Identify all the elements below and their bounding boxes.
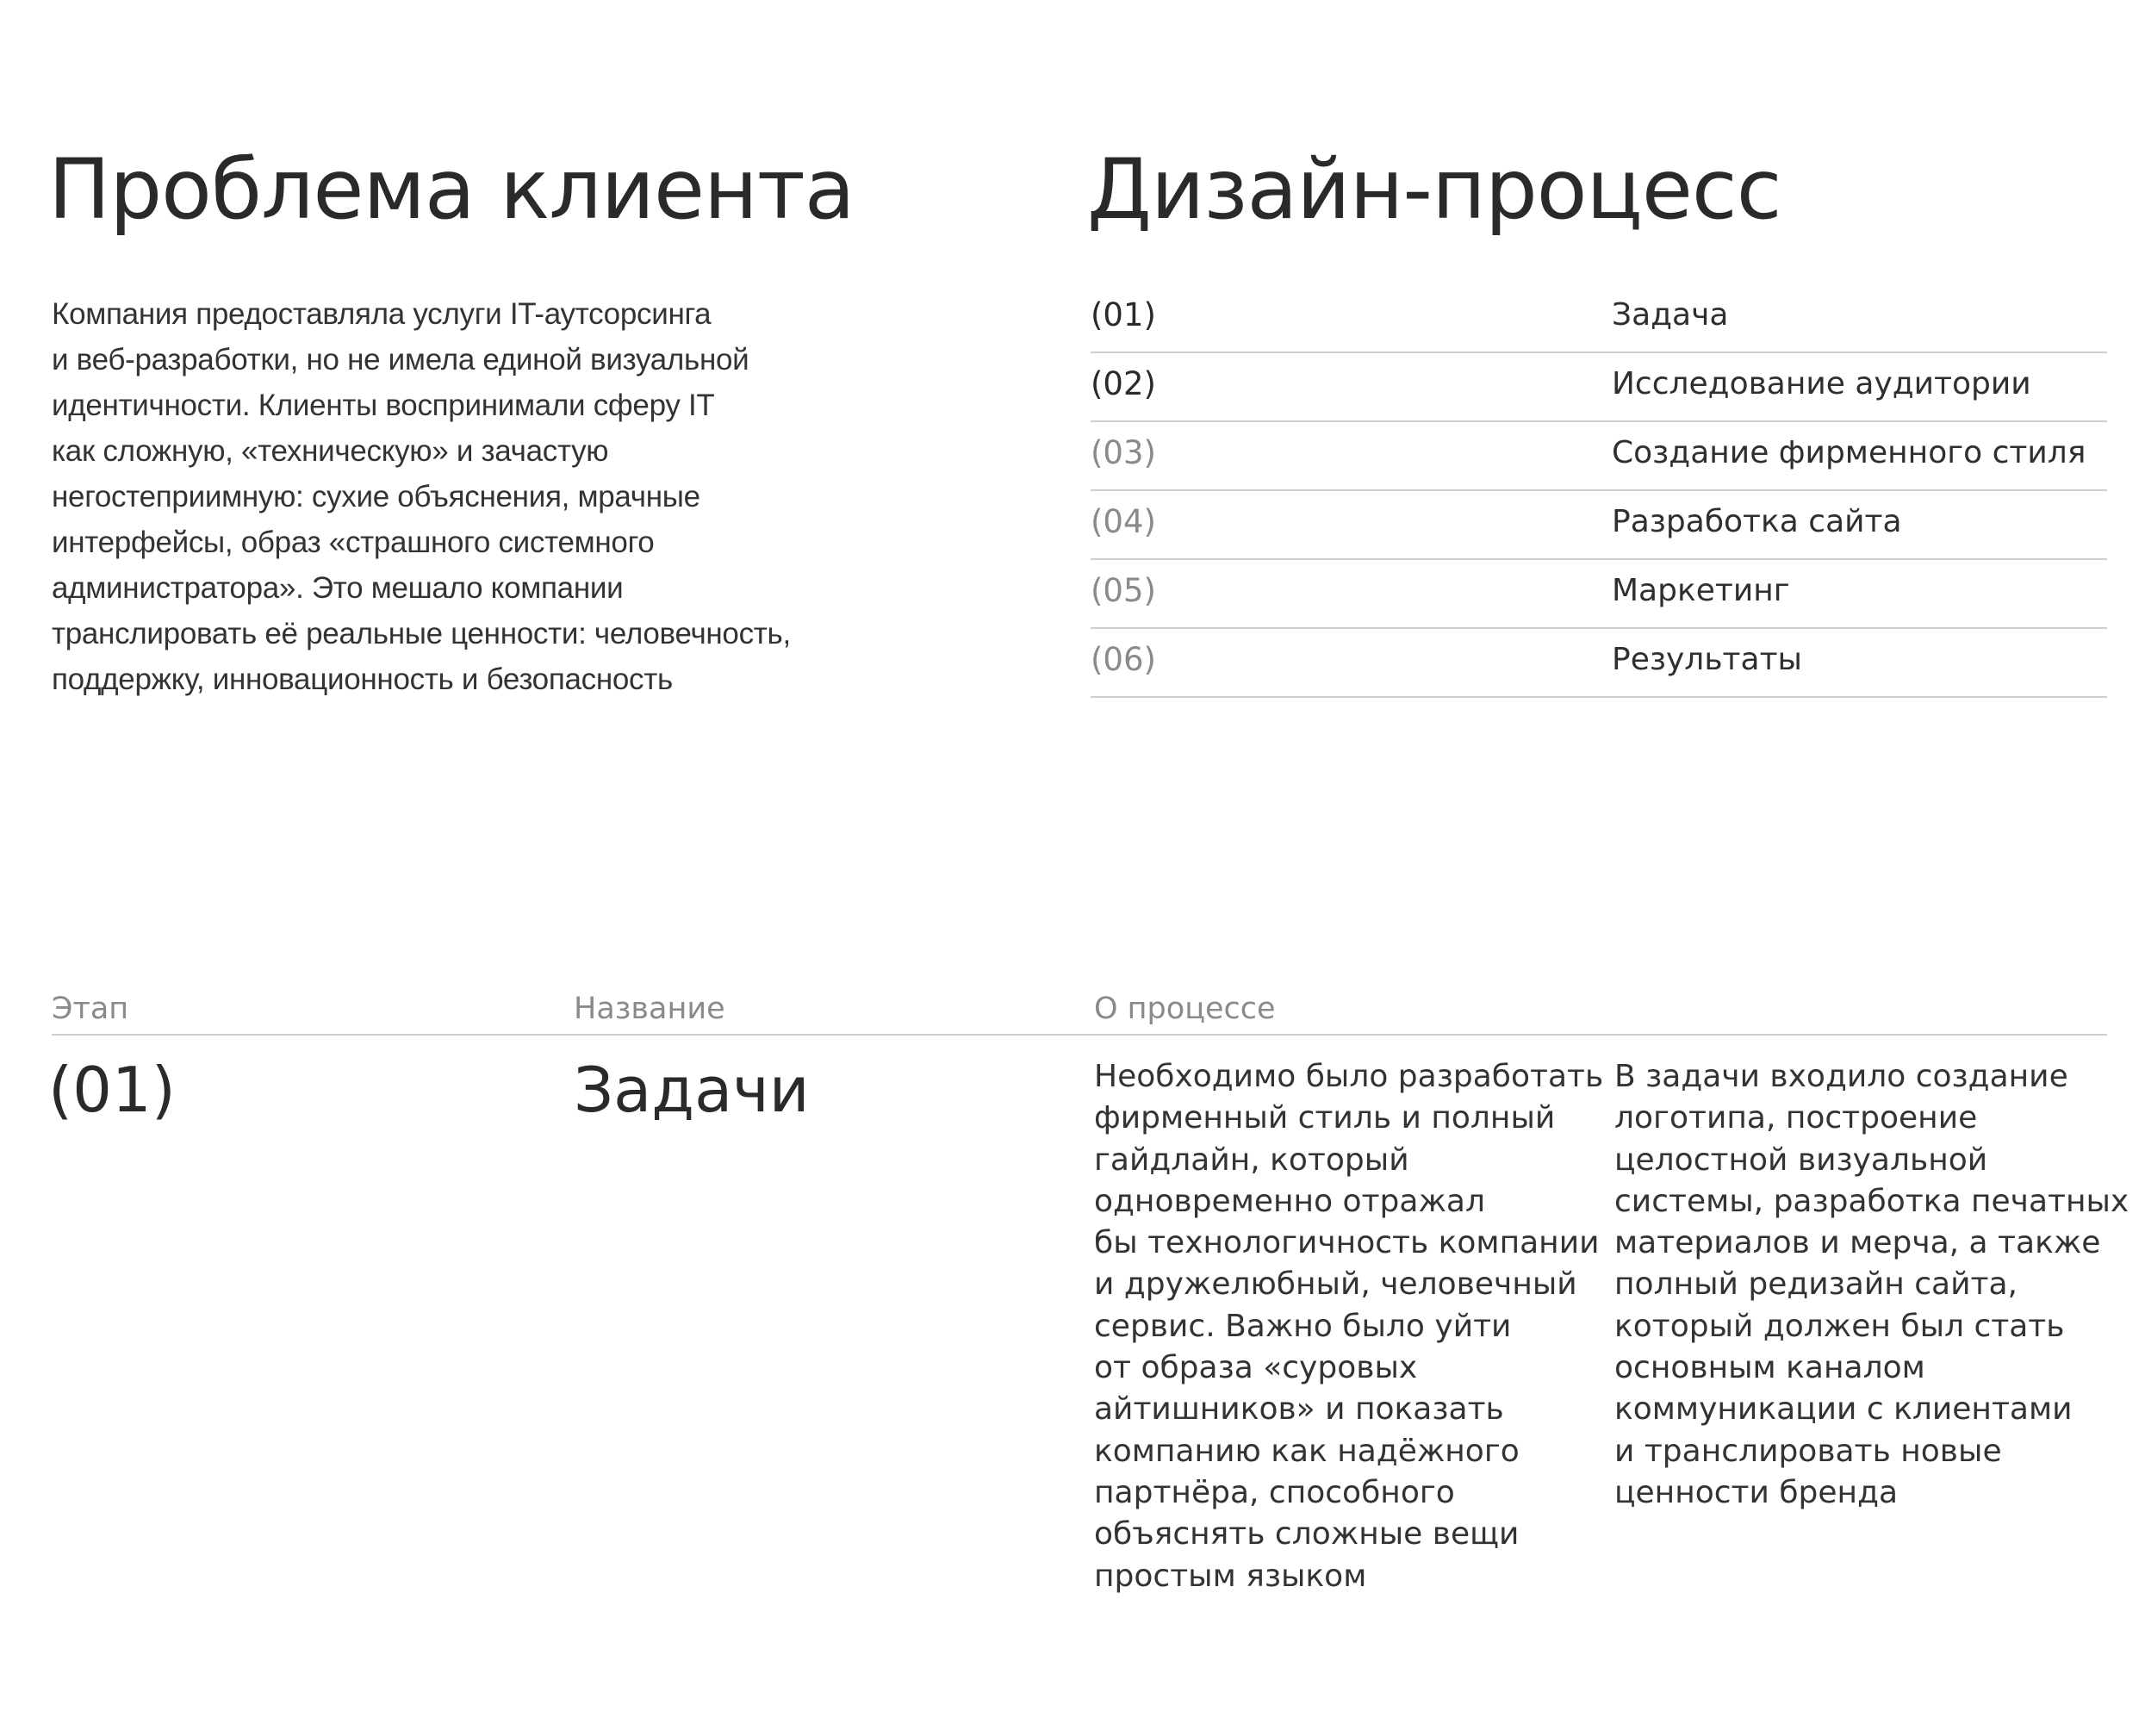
client-problem-title: Проблема клиента: [48, 141, 855, 238]
process-step-number: (04): [1091, 503, 1156, 540]
process-step-results[interactable]: [1091, 629, 2107, 698]
about-line: объяснять сложные вещи: [1094, 1516, 1520, 1552]
about-line: В задачи входило создание: [1614, 1059, 2068, 1094]
stage-title: Задачи: [574, 1054, 810, 1126]
about-line: простым языком: [1094, 1558, 1367, 1594]
about-line: Необходимо было разработать: [1094, 1059, 1604, 1094]
column-header-about: О процессе: [1094, 992, 1276, 1026]
problem-text-line: администратора». Это мешало компании: [52, 571, 624, 605]
design-process-list: [1091, 284, 2107, 698]
process-step-label: Разработка сайта: [1612, 504, 1902, 539]
process-step-number: (06): [1091, 641, 1156, 678]
process-step-number: (01): [1091, 296, 1156, 333]
process-step-label: Создание фирменного стиля: [1612, 435, 2086, 470]
about-line: полный редизайн сайта,: [1614, 1266, 2018, 1303]
about-line: который должен был стать: [1614, 1308, 2065, 1344]
about-line: айтишников» и показать: [1094, 1391, 1504, 1428]
problem-text-line: негостеприимную: сухие объяснения, мрачные: [52, 480, 700, 513]
about-line: основным каналом: [1614, 1350, 1925, 1386]
about-line: одновременно отражал: [1094, 1183, 1485, 1219]
about-line: бы технологичность компании: [1094, 1225, 1600, 1261]
problem-text-line: интерфейсы, образ «страшного системного: [52, 526, 655, 559]
problem-text-line: транслировать её реальные ценности: человечность,: [52, 617, 791, 650]
process-step-number: (02): [1091, 365, 1156, 402]
process-step-website[interactable]: [1091, 491, 2107, 560]
process-step-label: Результаты: [1612, 642, 1802, 677]
stage-about-right: [1614, 1056, 2129, 1514]
about-line: сервис. Важно было уйти: [1094, 1308, 1512, 1344]
about-line: компанию как надёжного: [1094, 1433, 1520, 1469]
process-step-number: (05): [1091, 572, 1156, 609]
problem-text-line: Компания предоставляла услуги IT-аутсорсинга: [52, 297, 712, 331]
about-line: логотипа, построение: [1614, 1100, 1978, 1136]
about-line: коммуникации с клиентами: [1614, 1391, 2073, 1428]
process-step-label: Задача: [1612, 297, 1729, 333]
problem-text-line: и веб-разработки, но не имела единой визуальной: [52, 343, 749, 376]
about-line: ценности бренда: [1614, 1474, 1899, 1510]
about-line: гайдлайн, который: [1094, 1142, 1409, 1178]
process-step-marketing[interactable]: [1091, 560, 2107, 629]
stage-about-left: [1094, 1056, 1603, 1597]
process-step-label: Исследование аудитории: [1612, 366, 2031, 401]
column-header-stage: Этап: [52, 992, 129, 1026]
process-step-task[interactable]: [1091, 284, 2107, 353]
about-line: от образа «суровых: [1094, 1350, 1418, 1386]
client-problem-text: [52, 291, 827, 702]
problem-text-line: поддержку, инновационность и безопасность: [52, 663, 673, 696]
column-header-name: Название: [574, 992, 725, 1026]
stage-table-header: [52, 987, 2107, 1036]
about-line: и транслировать новые: [1614, 1433, 2002, 1469]
about-line: целостной визуальной: [1614, 1142, 1988, 1178]
problem-text-line: как сложную, «техническую» и зачастую: [52, 434, 609, 468]
about-line: материалов и мерча, а также: [1614, 1225, 2101, 1261]
problem-text-line: идентичности. Клиенты воспринимали сферу IT: [52, 389, 715, 422]
design-process-title: Дизайн-процесс: [1087, 141, 1781, 238]
about-line: системы, разработка печатных: [1614, 1183, 2129, 1219]
process-step-label: Маркетинг: [1612, 573, 1790, 608]
about-line: фирменный стиль и полный: [1094, 1100, 1556, 1136]
stage-number: (01): [48, 1054, 176, 1126]
process-step-brand-identity[interactable]: [1091, 422, 2107, 491]
about-line: и дружелюбный, человечный: [1094, 1266, 1577, 1303]
about-line: партнёра, способного: [1094, 1474, 1455, 1510]
process-step-audience-research[interactable]: [1091, 353, 2107, 422]
process-step-number: (03): [1091, 434, 1156, 471]
